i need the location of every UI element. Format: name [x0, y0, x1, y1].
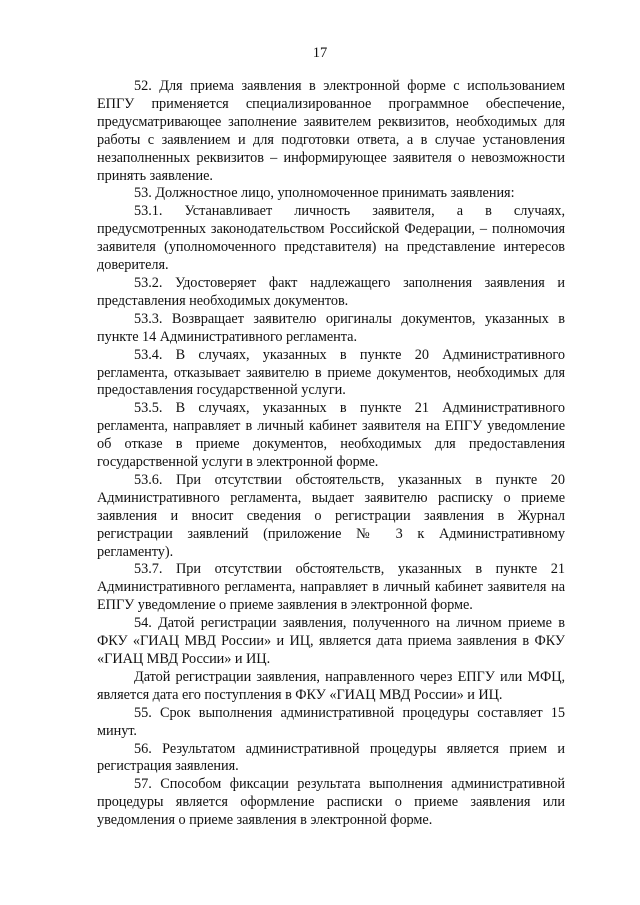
paragraph-56: 56. Результатом административной процедуры является прием и регистрация заявления.	[97, 740, 565, 775]
paragraph-53-2: 53.2. Удостоверяет факт надлежащего заполнения заявления и представления необходимых документов.	[97, 274, 565, 309]
paragraph-53-7: 53.7. При отсутствии обстоятельств, указанных в пункте 21 Административного регламента, направляет в личный кабинет заявителя на ЕПГУ уведомление о приеме заявления в электронной форме.	[97, 561, 565, 614]
paragraph-54: 54. Датой регистрации заявления, полученного на личном приеме в ФКУ «ГИАЦ МВД России» и ИЦ, является дата приема заявления в ФКУ «ГИАЦ МВД России» и ИЦ.	[97, 615, 565, 667]
paragraph-54-registration-date: Датой регистрации заявления, направленного через ЕПГУ или МФЦ, является дата его поступления в ФКУ «ГИАЦ МВД России» и ИЦ.	[97, 668, 565, 703]
paragraph-53-3: 53.3. Возвращает заявителю оригиналы документов, указанных в пункте 14 Административного регламента.	[97, 310, 565, 345]
paragraph-55: 55. Срок выполнения административной процедуры составляет 15 минут.	[97, 704, 565, 739]
paragraph-53-5: 53.5. В случаях, указанных в пункте 21 Административного регламента, направляет в личный кабинет заявителя на ЕПГУ уведомление об отказе в приеме документов, необходимых для предоставления государственной услуги в электронной форме.	[97, 400, 565, 471]
page-number: 17	[312, 45, 328, 61]
paragraph-53-6: 53.6. При отсутствии обстоятельств, указанных в пункте 20 Административного регламента, выдает заявителю расписку о приеме заявления и вносит сведения о регистрации заявления в Журнал регистрации заявлений (приложение № 3 к Административному регламенту).	[97, 471, 565, 560]
paragraph-53: 53. Должностное лицо, уполномоченное принимать заявления:	[134, 185, 515, 202]
paragraph-53-1: 53.1. Устанавливает личность заявителя, а в случаях, предусмотренных законодательством Российской Федерации, – полномочия заявителя (уполномоченного представителя) на представление интересов доверителя.	[97, 203, 565, 274]
paragraph-52: 52. Для приема заявления в электронной форме с использованием ЕПГУ применяется специализированное программное обеспечение, предусматривающее заполнение заявителем реквизитов, необходимых для работы с заявлением и для подготовки ответа, а в случае установления незаполненных реквизитов – информирующее заявителя о невозможности принять заявление.	[97, 78, 565, 184]
document-body	[97, 78, 565, 830]
paragraph-57: 57. Способом фиксации результата выполнения административной процедуры является оформление расписки о приеме заявления или уведомления о приеме заявления в электронной форме.	[97, 776, 565, 829]
paragraph-53-4: 53.4. В случаях, указанных в пункте 20 Административного регламента, отказывает заявителю в приеме документов, необходимых для предоставления государственной услуги.	[97, 346, 565, 399]
